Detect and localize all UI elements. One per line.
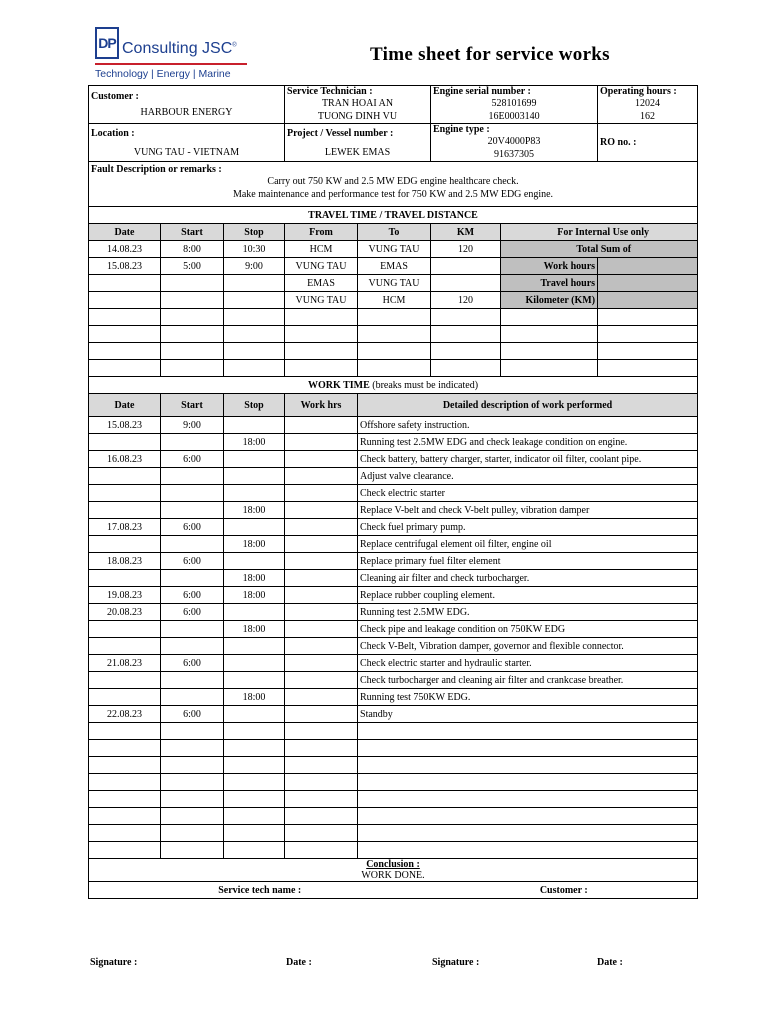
work-description: Running test 2.5MW EDG. [358, 604, 698, 621]
work-description: Check electric starter and hydraulic starter. [358, 655, 698, 672]
internal-use-header: For Internal Use only [501, 224, 698, 241]
work-title-note: (breaks must be indicated) [372, 379, 479, 391]
work-hours [285, 621, 358, 638]
travel-col-date: Date [89, 224, 161, 241]
work-date [89, 791, 161, 808]
work-row [89, 638, 698, 655]
work-row [89, 706, 698, 723]
work-hours-value [598, 258, 698, 275]
work-date [89, 740, 161, 757]
work-hours [285, 604, 358, 621]
work-stop [224, 451, 285, 468]
travel-start: 5:00 [161, 258, 224, 275]
work-description: Adjust valve clearance. [358, 468, 698, 485]
work-start: 6:00 [161, 519, 224, 536]
work-description [358, 825, 698, 842]
kilometer-label: Kilometer (KM) [501, 292, 598, 309]
travel-row [89, 326, 698, 343]
travel-col-to: To [358, 224, 431, 241]
hours-2: 162 [640, 111, 656, 122]
work-date: 20.08.23 [89, 604, 161, 621]
work-description [358, 791, 698, 808]
work-description: Check V-Belt, Vibration damper, governor and flexible connector. [358, 638, 698, 655]
work-description [358, 842, 698, 859]
travel-row [89, 343, 698, 360]
logo-mark: DP [95, 27, 119, 59]
work-row [89, 587, 698, 604]
work-date: 16.08.23 [89, 451, 161, 468]
work-date [89, 485, 161, 502]
work-stop [224, 706, 285, 723]
conclusion-text: WORK DONE. [361, 870, 425, 881]
work-hours [285, 757, 358, 774]
work-description: Check electric starter [358, 485, 698, 502]
work-hours [285, 791, 358, 808]
customer-date-label: Date : [597, 957, 623, 968]
travel-start [161, 292, 224, 309]
technician-2: TUONG DINH VU [317, 111, 398, 122]
work-stop [224, 842, 285, 859]
travel-to: HCM [358, 292, 431, 309]
work-title: WORK TIME [307, 379, 370, 391]
serial-1: 528101699 [491, 98, 537, 109]
fault-label: Fault Description or remarks : [91, 164, 222, 175]
work-hours [285, 502, 358, 519]
work-row [89, 502, 698, 519]
work-start [161, 621, 224, 638]
travel-to: EMAS [358, 258, 431, 275]
work-description: Cleaning air filter and check turbocharger. [358, 570, 698, 587]
work-date: 19.08.23 [89, 587, 161, 604]
work-start [161, 740, 224, 757]
travel-stop [224, 275, 285, 292]
work-description: Running test 2.5MW EDG and check leakage condition on engine. [358, 434, 698, 451]
work-hours [285, 825, 358, 842]
work-row [89, 808, 698, 825]
service-tech-cell [89, 882, 431, 899]
travel-title: TRAVEL TIME / TRAVEL DISTANCE [89, 207, 698, 224]
work-row [89, 536, 698, 553]
work-start [161, 757, 224, 774]
travel-col-from: From [285, 224, 358, 241]
travel-from: VUNG TAU [285, 292, 358, 309]
work-stop: 18:00 [224, 587, 285, 604]
work-hours [285, 723, 358, 740]
work-stop [224, 468, 285, 485]
travel-hours-value [598, 275, 698, 292]
work-hours [285, 808, 358, 825]
fault-cell [89, 162, 698, 207]
work-date [89, 638, 161, 655]
work-start [161, 570, 224, 587]
customer-value: HARBOUR ENERGY [140, 107, 233, 118]
work-description [358, 723, 698, 740]
work-description: Running test 750KW EDG. [358, 689, 698, 706]
service-tech-label: Service tech name : [218, 884, 302, 896]
work-description [358, 808, 698, 825]
work-description: Replace centrifugal element oil filter, engine oil [358, 536, 698, 553]
travel-stop: 10:30 [224, 241, 285, 258]
work-stop: 18:00 [224, 689, 285, 706]
work-stop: 18:00 [224, 434, 285, 451]
conclusion-label: Conclusion : [366, 859, 420, 870]
work-start [161, 791, 224, 808]
work-description: Check fuel primary pump. [358, 519, 698, 536]
work-stop [224, 417, 285, 434]
work-col-start: Start [161, 394, 224, 417]
work-stop: 18:00 [224, 570, 285, 587]
engine-type-2: 91637305 [494, 149, 535, 160]
work-start [161, 468, 224, 485]
work-col-stop: Stop [224, 394, 285, 417]
work-stop [224, 740, 285, 757]
tech-signature-label: Signature : [90, 957, 138, 968]
document-title: Time sheet for service works [370, 44, 610, 65]
work-start: 6:00 [161, 655, 224, 672]
work-row [89, 485, 698, 502]
work-date: 22.08.23 [89, 706, 161, 723]
work-stop [224, 485, 285, 502]
work-description: Replace V-belt and check V-belt pulley, vibration damper [358, 502, 698, 519]
work-row [89, 774, 698, 791]
work-stop [224, 655, 285, 672]
location-cell: Location : VUNG TAU - VIETNAM [89, 124, 285, 162]
work-stop [224, 553, 285, 570]
work-start: 6:00 [161, 553, 224, 570]
project-value: LEWEK EMAS [324, 146, 391, 158]
work-date: 17.08.23 [89, 519, 161, 536]
signature-row [89, 882, 698, 899]
travel-from: EMAS [285, 275, 358, 292]
work-date [89, 825, 161, 842]
work-date [89, 621, 161, 638]
work-row [89, 740, 698, 757]
header-row-1 [89, 86, 698, 124]
work-col-date: Date [89, 394, 161, 417]
travel-from: VUNG TAU [285, 258, 358, 275]
work-hours [285, 638, 358, 655]
work-description [358, 757, 698, 774]
travel-title-row [89, 207, 698, 224]
work-date [89, 434, 161, 451]
work-hours [285, 672, 358, 689]
work-row [89, 791, 698, 808]
work-description: Standby [358, 706, 698, 723]
customer-cell: Customer : HARBOUR ENERGY [89, 86, 285, 124]
travel-date: 15.08.23 [89, 258, 161, 275]
work-date [89, 502, 161, 519]
travel-km [431, 275, 501, 292]
work-start [161, 774, 224, 791]
work-row [89, 553, 698, 570]
work-hours [285, 519, 358, 536]
work-start [161, 808, 224, 825]
customer-signature-label: Signature : [432, 957, 480, 968]
work-row [89, 825, 698, 842]
work-description: Check battery, battery charger, starter, indicator oil filter, coolant pipe. [358, 451, 698, 468]
work-start: 9:00 [161, 417, 224, 434]
travel-date [89, 292, 161, 309]
work-date [89, 570, 161, 587]
travel-row [89, 309, 698, 326]
travel-km [431, 258, 501, 275]
work-date [89, 842, 161, 859]
work-stop: 18:00 [224, 502, 285, 519]
customer-sign-label: Customer : [539, 884, 588, 896]
work-date [89, 689, 161, 706]
work-start [161, 434, 224, 451]
engine-type-1: 20V4000P83 [487, 136, 541, 147]
work-description: Replace rubber coupling element. [358, 587, 698, 604]
work-col-hours: Work hrs [285, 394, 358, 417]
operating-hours-cell: Operating hours : 12024 162 [598, 86, 698, 124]
work-hours [285, 570, 358, 587]
travel-stop: 9:00 [224, 258, 285, 275]
work-row [89, 757, 698, 774]
work-row [89, 723, 698, 740]
work-row [89, 519, 698, 536]
fault-line-1: Carry out 750 KW and 2.5 MW EDG engine healthcare check. [267, 176, 519, 187]
logo-divider [95, 63, 247, 65]
work-date [89, 723, 161, 740]
work-title-row [89, 377, 698, 394]
work-hours [285, 485, 358, 502]
work-stop [224, 825, 285, 842]
work-date [89, 757, 161, 774]
technician-1: TRAN HOAI AN [321, 98, 394, 109]
travel-row [89, 292, 698, 309]
tech-date-label: Date : [286, 957, 312, 968]
conclusion-row [89, 859, 698, 882]
work-description: Check pipe and leakage condition on 750KW EDG [358, 621, 698, 638]
work-row [89, 434, 698, 451]
logo-name: Consulting JSC® [122, 40, 237, 57]
work-row [89, 621, 698, 638]
work-hours [285, 587, 358, 604]
work-description: Offshore safety instruction. [358, 417, 698, 434]
travel-col-km: KM [431, 224, 501, 241]
travel-start: 8:00 [161, 241, 224, 258]
work-date [89, 672, 161, 689]
work-stop [224, 604, 285, 621]
work-date: 18.08.23 [89, 553, 161, 570]
work-row [89, 672, 698, 689]
technician-cell: Service Technician : TRAN HOAI AN TUONG DINH VU [285, 86, 431, 124]
location-value: VUNG TAU - VIETNAM [133, 146, 240, 158]
project-cell: Project / Vessel number : LEWEK EMAS [285, 124, 431, 162]
travel-col-start: Start [161, 224, 224, 241]
work-start [161, 536, 224, 553]
travel-col-stop: Stop [224, 224, 285, 241]
work-description [358, 774, 698, 791]
work-stop [224, 774, 285, 791]
travel-from: HCM [285, 241, 358, 258]
work-start [161, 485, 224, 502]
work-row [89, 451, 698, 468]
travel-start [161, 275, 224, 292]
work-row [89, 842, 698, 859]
work-start [161, 723, 224, 740]
travel-date: 14.08.23 [89, 241, 161, 258]
work-stop [224, 808, 285, 825]
work-stop: 18:00 [224, 621, 285, 638]
work-start [161, 842, 224, 859]
work-hours [285, 740, 358, 757]
work-hours [285, 842, 358, 859]
kilometer-value [598, 292, 698, 309]
work-start [161, 638, 224, 655]
travel-row [89, 275, 698, 292]
work-stop [224, 791, 285, 808]
work-start: 6:00 [161, 587, 224, 604]
travel-row [89, 258, 698, 275]
work-hours-label: Work hours [501, 258, 598, 275]
work-hours [285, 689, 358, 706]
work-start: 6:00 [161, 706, 224, 723]
work-start [161, 689, 224, 706]
work-stop [224, 757, 285, 774]
work-description [358, 740, 698, 757]
work-rows [89, 417, 698, 859]
work-stop [224, 638, 285, 655]
work-hours [285, 451, 358, 468]
work-description: Check turbocharger and cleaning air filter and crankcase breather. [358, 672, 698, 689]
logo-tagline: Technology | Energy | Marine [95, 68, 231, 80]
total-sum-label: Total Sum of [501, 241, 698, 258]
hours-1: 12024 [635, 98, 661, 109]
work-hours [285, 655, 358, 672]
travel-km: 120 [431, 241, 501, 258]
work-date [89, 536, 161, 553]
work-title-cell [89, 377, 698, 394]
work-date [89, 774, 161, 791]
work-stop [224, 723, 285, 740]
work-start: 6:00 [161, 604, 224, 621]
header-row-2 [89, 124, 698, 162]
work-start [161, 672, 224, 689]
serial-2: 16E0003140 [488, 111, 540, 122]
work-row [89, 604, 698, 621]
travel-date [89, 275, 161, 292]
company-logo [95, 27, 255, 83]
ro-cell: RO no. : [598, 124, 698, 162]
fault-row [89, 162, 698, 207]
travel-row [89, 241, 698, 258]
work-hours [285, 434, 358, 451]
travel-row [89, 360, 698, 377]
travel-to: VUNG TAU [358, 275, 431, 292]
work-date: 21.08.23 [89, 655, 161, 672]
work-row [89, 689, 698, 706]
travel-km: 120 [431, 292, 501, 309]
work-header-row [89, 394, 698, 417]
work-start [161, 825, 224, 842]
work-hours [285, 468, 358, 485]
work-start: 6:00 [161, 451, 224, 468]
work-row [89, 570, 698, 587]
work-row [89, 655, 698, 672]
fault-line-2: Make maintenance and performance test for 750 KW and 2.5 MW EDG engine. [232, 189, 554, 200]
work-date [89, 468, 161, 485]
travel-stop [224, 292, 285, 309]
work-stop [224, 519, 285, 536]
customer-sign-cell [431, 882, 698, 899]
work-start [161, 502, 224, 519]
timesheet-table [88, 85, 698, 899]
serial-cell: Engine serial number : 528101699 16E0003140 [431, 86, 598, 124]
work-col-description: Detailed description of work performed [358, 394, 698, 417]
engine-type-cell: Engine type : 20V4000P83 91637305 [431, 124, 598, 162]
travel-to: VUNG TAU [358, 241, 431, 258]
work-hours [285, 417, 358, 434]
work-row [89, 417, 698, 434]
work-description: Replace primary fuel filter element [358, 553, 698, 570]
work-stop: 18:00 [224, 536, 285, 553]
work-row [89, 468, 698, 485]
work-stop [224, 672, 285, 689]
conclusion-cell [89, 859, 698, 882]
work-hours [285, 706, 358, 723]
work-date [89, 808, 161, 825]
travel-header-row [89, 224, 698, 241]
work-hours [285, 774, 358, 791]
work-date: 15.08.23 [89, 417, 161, 434]
travel-hours-label: Travel hours [501, 275, 598, 292]
work-hours [285, 536, 358, 553]
work-hours [285, 553, 358, 570]
